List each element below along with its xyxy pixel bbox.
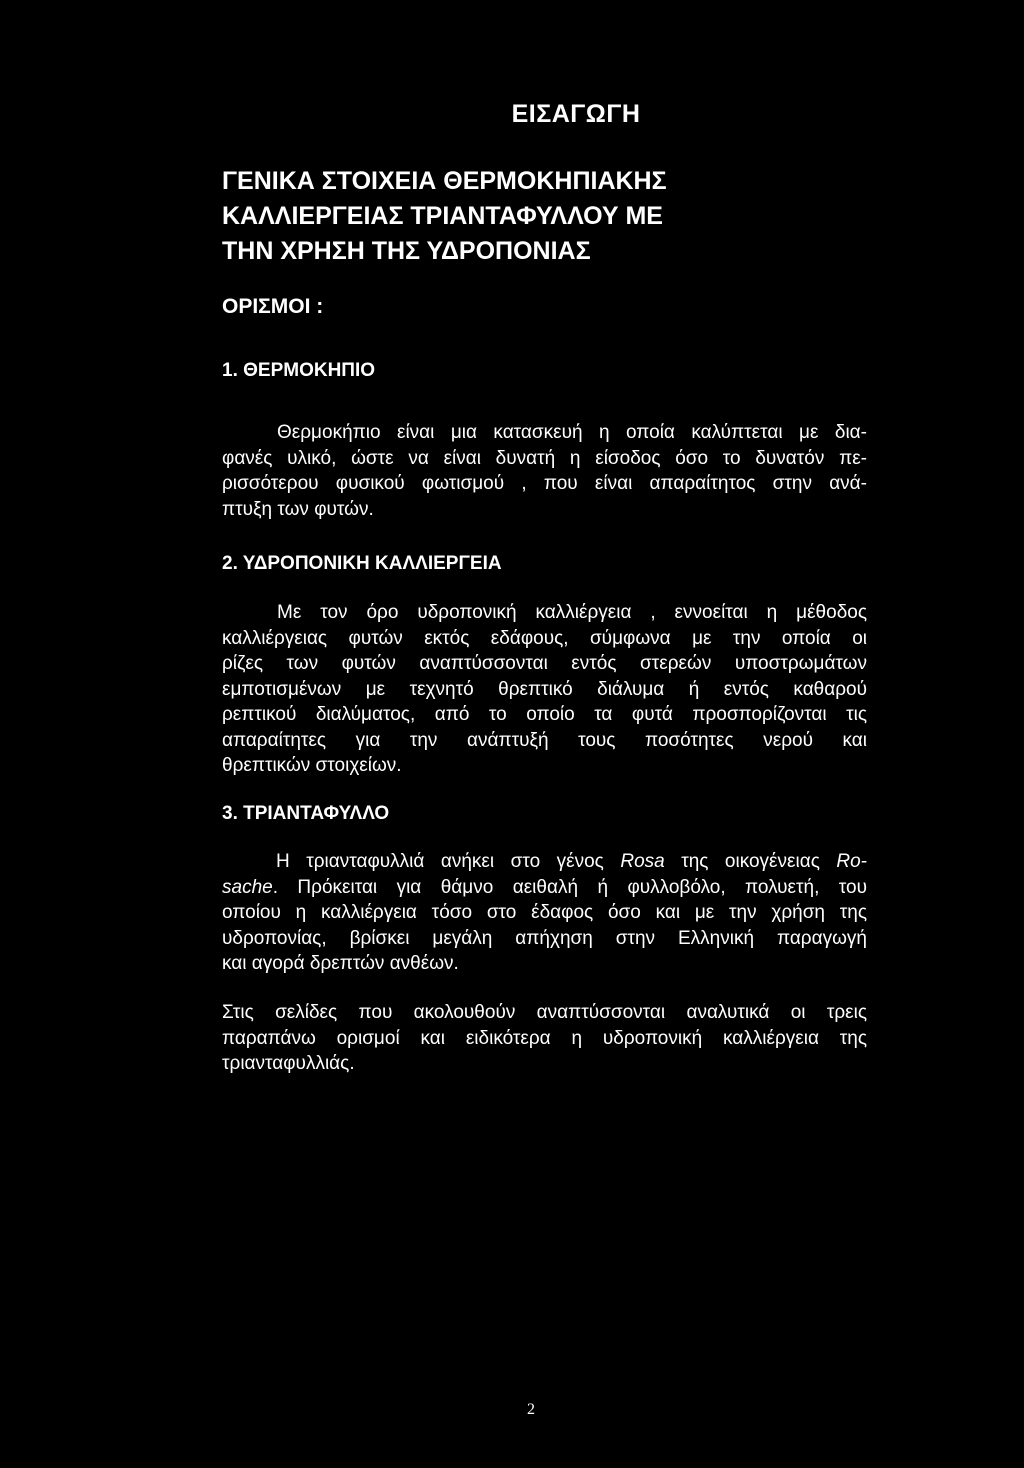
paragraph-line: παραπάνω ορισμοί και ειδικότερα η υδροπονική καλλιέργεια της	[222, 1027, 867, 1049]
paragraph-line: Η τριανταφυλλιά ανήκει στο γένος Rosa της οικογένειας Ro-	[276, 851, 867, 872]
paragraph-hydroponic	[222, 600, 867, 779]
paragraph-line: Στις σελίδες που ακολουθούν αναπτύσσονται αναλυτικά οι τρεις	[222, 1002, 867, 1023]
family-name: Ro-	[836, 851, 867, 872]
paragraph-line: απαραίτητες για την ανάπτυξή τους ποσότητες νερού και	[222, 729, 867, 751]
paragraph-line: ρισσότερου φυσικού φωτισμού , που είναι απαραίτητος στην ανά-	[222, 473, 867, 494]
main-heading-line: ΚΑΛΛΙΕΡΓΕΙΑΣ ΤΡΙΑΝΤΑΦΥΛΛΟΥ ΜΕ	[222, 202, 663, 230]
definitions-label: ΟΡΙΣΜΟΙ :	[222, 295, 324, 318]
paragraph-line: και αγορά δρεπτών ανθέων.	[222, 953, 459, 974]
paragraph-line: καλλιέργειας φυτών εκτός εδάφους, σύμφωνα με την οποία οι	[222, 627, 867, 649]
paragraph-line: τριανταφυλλιάς.	[222, 1053, 355, 1074]
paragraph-line: οποίου η καλλιέργεια τόσο στο έδαφος όσο και με την χρήση της	[222, 902, 867, 923]
family-name: sache	[222, 876, 273, 898]
paragraph-line: φανές υλικό, ώστε να είναι δυνατή η είσοδος όσο το δυνατόν πε-	[222, 447, 867, 469]
section-heading-hydroponic: 2. ΥΔΡΟΠΟΝΙΚΗ ΚΑΛΛΙΕΡΓΕΙΑ	[222, 553, 502, 574]
paragraph-line: θρεπτικών στοιχείων.	[222, 755, 402, 776]
paragraph-closing	[222, 1000, 867, 1077]
paragraph-line: υδροπονίας, βρίσκει μεγάλη απήχηση στην Ελληνική παραγωγή	[222, 927, 867, 949]
paragraph-greenhouse	[222, 420, 867, 522]
paragraph-line: ρίζες των φυτών αναπτύσσονται εντός στερεών υποστρωμάτων	[222, 653, 867, 674]
paragraph-line: πτυξη των φυτών.	[222, 498, 374, 520]
section-heading-rose: 3. ΤΡΙΑΝΤΑΦΥΛΛΟ	[222, 803, 390, 824]
paragraph-line: ρεπτικού διαλύματος, από το οποίο τα φυτά προσπορίζονται τις	[222, 704, 867, 725]
page-title: ΕΙΣΑΓΩΓΗ	[511, 100, 641, 128]
genus-name: Rosa	[620, 851, 665, 872]
paragraph-line: εμποτισμένων με τεχνητό θρεπτικό διάλυμα ή εντός καθαρού	[222, 678, 867, 700]
paragraph-rose	[222, 849, 867, 977]
main-heading-line: ΤΗΝ ΧΡΗΣΗ ΤΗΣ ΥΔΡΟΠΟΝΙΑΣ	[222, 237, 591, 265]
page-number: 2	[527, 1401, 535, 1418]
main-heading-line: ΓΕΝΙΚΑ ΣΤΟΙΧΕΙΑ ΘΕΡΜΟΚΗΠΙΑΚΗΣ	[222, 167, 667, 195]
paragraph-line: Με τον όρο υδροπονική καλλιέργεια , εννοείται η μέθοδος	[277, 602, 867, 623]
paragraph-line: Θερμοκήπιο είναι μια κατασκευή η οποία καλύπτεται με δια-	[277, 422, 867, 443]
paragraph-line: sache. Πρόκειται για θάμνο αειθαλή ή φυλλοβόλο, πολυετή, του	[222, 876, 867, 898]
section-heading-greenhouse: 1. ΘΕΡΜΟΚΗΠΙΟ	[222, 360, 376, 381]
main-heading	[222, 164, 842, 269]
